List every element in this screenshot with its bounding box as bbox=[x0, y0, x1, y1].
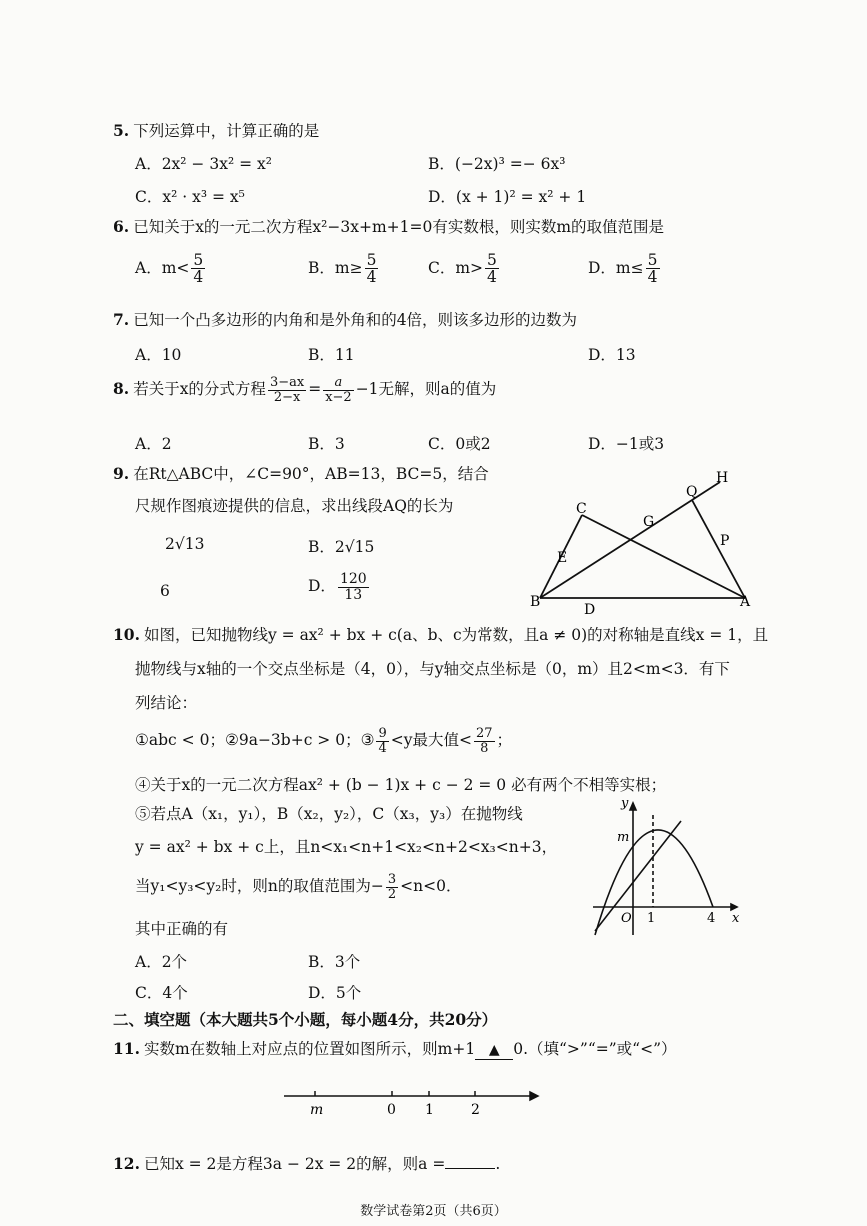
y-axis-arrow bbox=[630, 803, 636, 810]
segment-aq bbox=[692, 500, 745, 598]
fraction: $\frac{5}{4}$ bbox=[487, 251, 497, 287]
q11-number-line bbox=[280, 1082, 545, 1118]
q10-stem-line1: 10. 如图，已知抛物线y = ax² + bx + c(a、b、c为常数，且a ≠ 0)的对称轴是直线x = 1，且 bbox=[113, 625, 769, 644]
q10-option-a: A．2个 bbox=[135, 953, 188, 971]
q9-number: 9. bbox=[113, 464, 130, 483]
q12-number: 12. bbox=[113, 1154, 140, 1173]
q6-option-a: A．m< $\frac{5}{4}$ bbox=[135, 251, 204, 287]
fraction: $\frac{5}{4}$ bbox=[193, 251, 204, 287]
q9-option-a: 2√13 bbox=[165, 535, 205, 553]
fraction: $\frac{120}{13}$ bbox=[339, 571, 367, 603]
fig-label-x: x bbox=[732, 911, 740, 926]
q10-correct-prompt: 其中正确的有 bbox=[135, 920, 229, 938]
q10-option-d: D．5个 bbox=[308, 984, 362, 1002]
q6-option-c: C．m> $\frac{5}{4}$ bbox=[428, 251, 497, 287]
answer-marker-triangle: ▲ bbox=[475, 1042, 513, 1060]
q10-option-c: C．4个 bbox=[135, 984, 188, 1002]
fig-label-y: y bbox=[621, 796, 629, 811]
section-heading-fill-in: 二、填空题（本大题共5个小题，每小题4分，共20分） bbox=[113, 1010, 498, 1029]
fig-label-a: A bbox=[740, 594, 751, 610]
fig-label-four: 4 bbox=[707, 911, 716, 926]
fraction: $\frac{27}{8}$ bbox=[476, 726, 493, 756]
q9-stem-line2: 尺规作图痕迹提供的信息，求出线段AQ的长为 bbox=[135, 497, 454, 515]
q9-triangle-figure bbox=[520, 460, 770, 620]
q5-option-c: C．x² · x³ = x⁵ bbox=[135, 188, 245, 206]
q10-parabola-figure bbox=[585, 795, 745, 940]
fraction: $\frac{a}{x-2}$ bbox=[325, 375, 352, 405]
x-axis-arrow bbox=[731, 904, 737, 910]
q7-option-a: A．10 bbox=[135, 346, 182, 364]
q7-stem: 7. 已知一个凸多边形的内角和是外角和的4倍，则该多边形的边数为 bbox=[113, 310, 578, 329]
q7-option-d: D．13 bbox=[588, 346, 636, 364]
q10-conclusion-5-line3: 当y₁<y₃<y₂时，则n的取值范围为− $\frac{3}{2}$ <n<0． bbox=[135, 872, 462, 902]
answer-blank[interactable] bbox=[445, 1152, 495, 1169]
fraction: $\frac{3-ax}{2-x}$ bbox=[269, 375, 305, 405]
fraction: $\frac{3}{2}$ bbox=[387, 872, 397, 902]
q11-stem: 11. 实数m在数轴上对应点的位置如图所示，则m+1 ▲ 0.（填“>”“=”或“<”） bbox=[113, 1039, 677, 1058]
q5-option-d: D．(x + 1)² = x² + 1 bbox=[428, 188, 587, 206]
page-footer: 数学试卷第2页（共6页） bbox=[360, 1204, 507, 1219]
q9-stem-line1: 9. 在Rt△ABC中，∠C=90°，AB=13，BC=5，结合 bbox=[113, 464, 489, 483]
q6-stem: 6. 已知关于x的一元二次方程x²−3x+m+1=0有实数根，则实数m的取值范围是 bbox=[113, 217, 665, 236]
q10-conclusion-4: ④关于x的一元二次方程ax² + (b − 1)x + c − 2 = 0 必有两个不相等实根； bbox=[135, 776, 667, 794]
label-m: m bbox=[310, 1102, 324, 1118]
q11-number: 11. bbox=[113, 1039, 140, 1058]
fig-label-g: G bbox=[643, 514, 655, 530]
fig-label-q: Q bbox=[686, 484, 698, 500]
q8-option-a: A．2 bbox=[135, 435, 172, 453]
q10-stem-line3: 列结论： bbox=[135, 694, 198, 712]
q10-option-b: B．3个 bbox=[308, 953, 361, 971]
q7-number: 7. bbox=[113, 310, 130, 329]
q5-option-b: B．(−2x)³ =− 6x³ bbox=[428, 155, 566, 173]
fig-label-b: B bbox=[530, 594, 541, 610]
q7-option-b: B．11 bbox=[308, 346, 355, 364]
fig-label-c: C bbox=[576, 501, 587, 517]
segment-ca bbox=[582, 515, 745, 598]
q8-option-b: B．3 bbox=[308, 435, 345, 453]
q12-stem: 12. 已知x = 2是方程3a − 2x = 2的解，则a = . bbox=[113, 1154, 501, 1173]
q10-stem-line2: 抛物线与x轴的一个交点坐标是（4，0），与y轴交点坐标是（0，m）且2<m<3．有下 bbox=[135, 660, 730, 678]
fig-label-h: H bbox=[716, 470, 729, 486]
fig-label-one: 1 bbox=[647, 911, 656, 926]
q10-conclusion-5-line1: ⑤若点A（x₁，y₁），B（x₂，y₂），C（x₃，y₃）在抛物线 bbox=[135, 805, 523, 823]
q9-option-b: B．2√15 bbox=[308, 538, 375, 556]
q5-option-a: A．2x² − 3x² = x² bbox=[135, 155, 272, 173]
q10-conclusions-123: ①abc < 0；②9a−3b+c > 0；③ $\frac{9}{4}$ <y最大值< $\frac{27}{8}$ ； bbox=[135, 726, 513, 756]
q6-option-b: B．m≥ $\frac{5}{4}$ bbox=[308, 251, 377, 287]
fraction: $\frac{5}{4}$ bbox=[647, 251, 658, 287]
q5-number: 5. bbox=[113, 121, 130, 140]
q6-number: 6. bbox=[113, 217, 130, 236]
line-graph bbox=[595, 821, 681, 931]
fig-label-p: P bbox=[720, 533, 730, 549]
q9-option-d: D． $\frac{120}{13}$ bbox=[308, 571, 367, 603]
label-2: 2 bbox=[471, 1102, 480, 1118]
fig-label-d: D bbox=[584, 602, 596, 618]
label-1: 1 bbox=[425, 1102, 434, 1118]
q6-option-d: D．m≤ $\frac{5}{4}$ bbox=[588, 251, 658, 287]
q10-number: 10. bbox=[113, 625, 140, 644]
fig-label-origin: O bbox=[621, 911, 632, 926]
fraction: $\frac{5}{4}$ bbox=[366, 251, 377, 287]
q8-option-c: C．0或2 bbox=[428, 435, 491, 453]
label-0: 0 bbox=[387, 1102, 396, 1118]
q10-conclusion-5-line2: y = ax² + bx + c上，且n<x₁<n+1<x₂<n+2<x₃<n+3， bbox=[135, 838, 558, 856]
q8-option-d: D．−1或3 bbox=[588, 435, 665, 453]
q5-stem: 5. 下列运算中，计算正确的是 bbox=[113, 121, 320, 140]
fraction: $\frac{9}{4}$ bbox=[378, 726, 387, 756]
q9-option-c: 6 bbox=[160, 582, 170, 600]
q8-number: 8. bbox=[113, 379, 130, 399]
number-line-arrow bbox=[530, 1092, 538, 1100]
fig-label-e: E bbox=[557, 550, 568, 566]
fig-label-m: m bbox=[617, 830, 630, 845]
q8-stem: 8. 若关于x的分式方程 $\frac{3-ax}{2-x}$ = $\frac{a}{x-2}$ −1无解，则a的值为 bbox=[113, 375, 497, 405]
